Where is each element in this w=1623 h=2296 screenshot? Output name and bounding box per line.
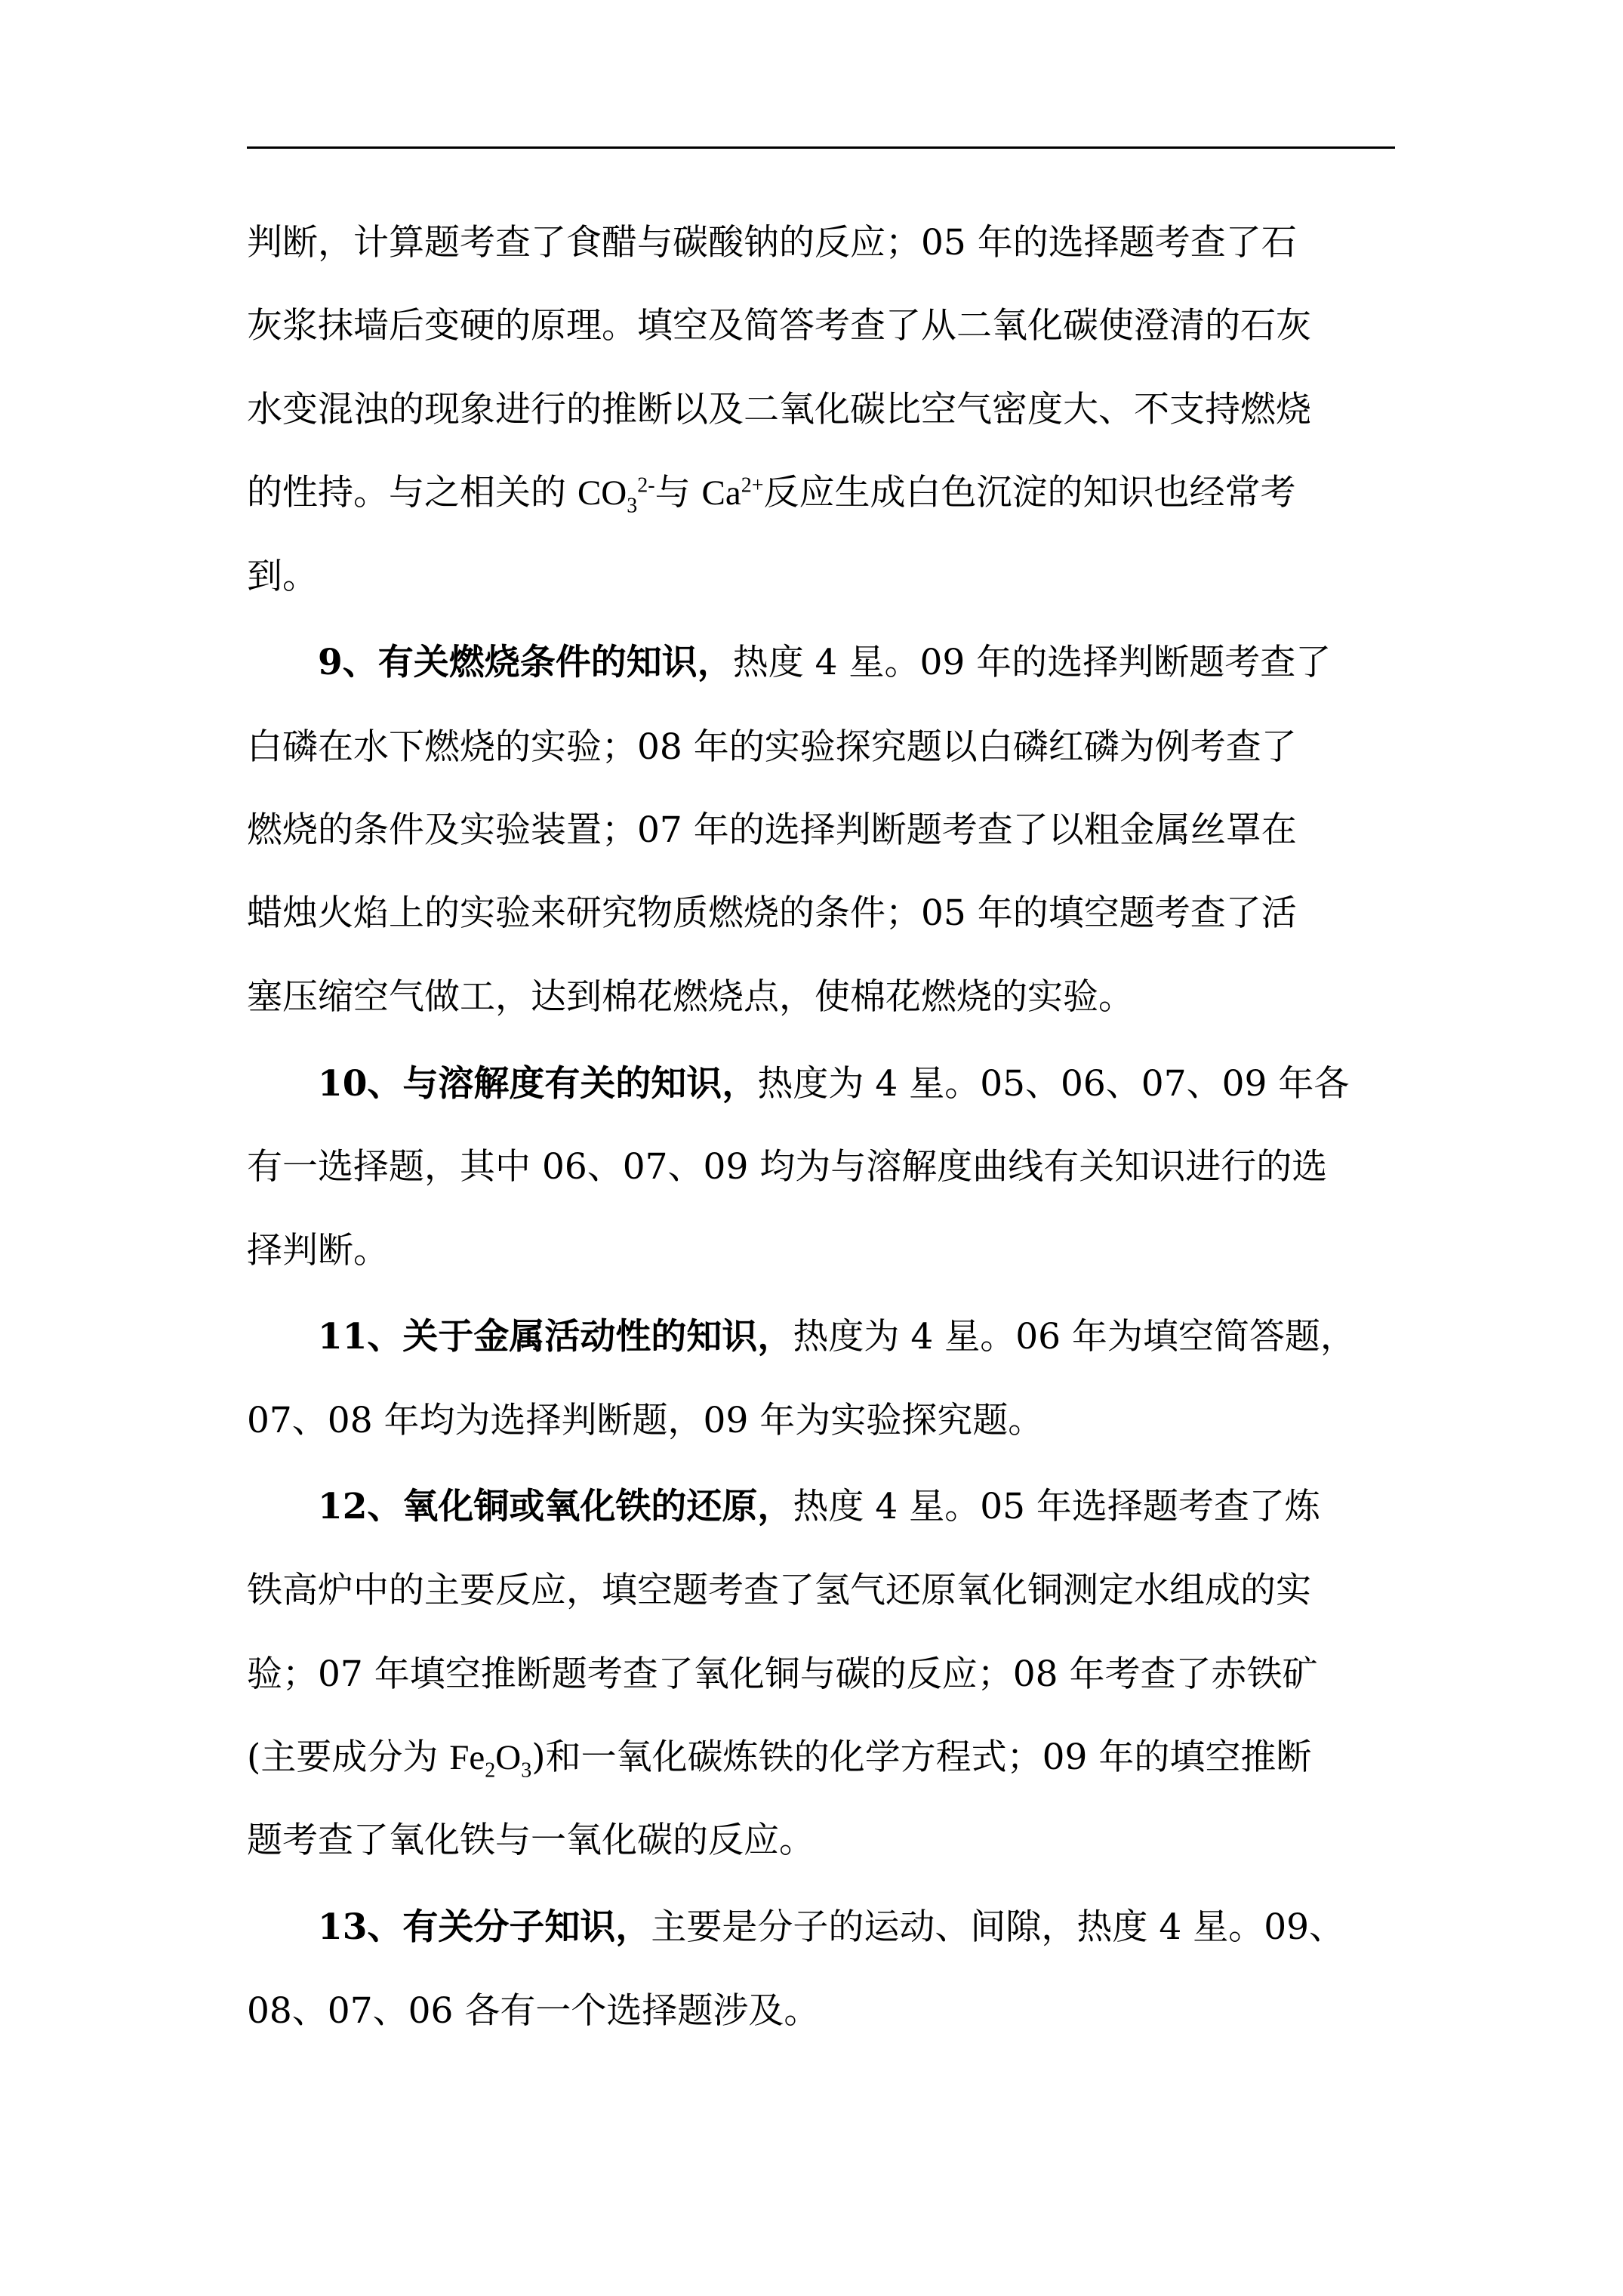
text-line: 铁高炉中的主要反应，填空题考查了氢气还原氧化铜测定水组成的实	[247, 1570, 1311, 1611]
section-heading-line: 11、关于金属活动性的知识，热度为 4 星。06 年为填空简答题，	[318, 1316, 1356, 1358]
text-line: 有一选择题，其中 06、07、09 均为与溶解度曲线有关知识进行的选	[247, 1146, 1328, 1188]
text-line: 蜡烛火焰上的实验来研究物质燃烧的条件；05 年的填空题考查了活	[247, 892, 1297, 934]
text-line: 灰浆抹墙后变硬的原理。填空及简答考查了从二氧化碳使澄清的石灰	[247, 305, 1311, 347]
text-line: (主要成分为 $Fe_2O_3$)和一氧化碳炼铁的化学方程式；09 年的填空推断	[247, 1737, 1312, 1783]
header-rule	[247, 146, 1395, 149]
text-line: 择判断。	[247, 1230, 389, 1271]
section-heading-line: 13、有关分子知识，主要是分子的运动、间隙，热度 4 星。09、	[318, 1906, 1344, 1948]
text-line: 判断，计算题考查了食醋与碳酸钠的反应；05 年的选择题考查了石	[247, 222, 1297, 264]
text-line: 的性持。与之相关的 $CO_3^{2-}$与 $Ca^{2+}$反应生成白色沉淀的知识也经常考	[247, 472, 1296, 518]
text-line: 塞压缩空气做工，达到棉花燃烧点，使棉花燃烧的实验。	[247, 976, 1134, 1018]
text-line: 08、07、06 各有一个选择题涉及。	[247, 1990, 820, 2032]
text-line: 07、08 年均为选择判断题，09 年为实验探究题。	[247, 1400, 1044, 1441]
text-line: 到。	[247, 556, 318, 597]
text-line: 水变混浊的现象进行的推断以及二氧化碳比空气密度大、不支持燃烧	[247, 389, 1311, 430]
text-line: 题考查了氧化铁与一氧化碳的反应。	[247, 1820, 815, 1861]
section-heading-line: 12、氧化铜或氧化铁的还原，热度 4 星。05 年选择题考查了炼	[318, 1486, 1320, 1527]
section-heading-line: 10、与溶解度有关的知识，热度为 4 星。05、06、07、09 年各	[318, 1063, 1350, 1105]
text-line: 验；07 年填空推断题考查了氧化铜与碳的反应；08 年考查了赤铁矿	[247, 1653, 1318, 1695]
text-line: 白磷在水下燃烧的实验；08 年的实验探究题以白磷红磷为例考查了	[247, 726, 1297, 768]
text-line: 燃烧的条件及实验装置；07 年的选择判断题考查了以粗金属丝罩在	[247, 809, 1297, 851]
section-heading-line: 9、有关燃烧条件的知识，热度 4 星。09 年的选择判断题考查了	[318, 642, 1332, 683]
